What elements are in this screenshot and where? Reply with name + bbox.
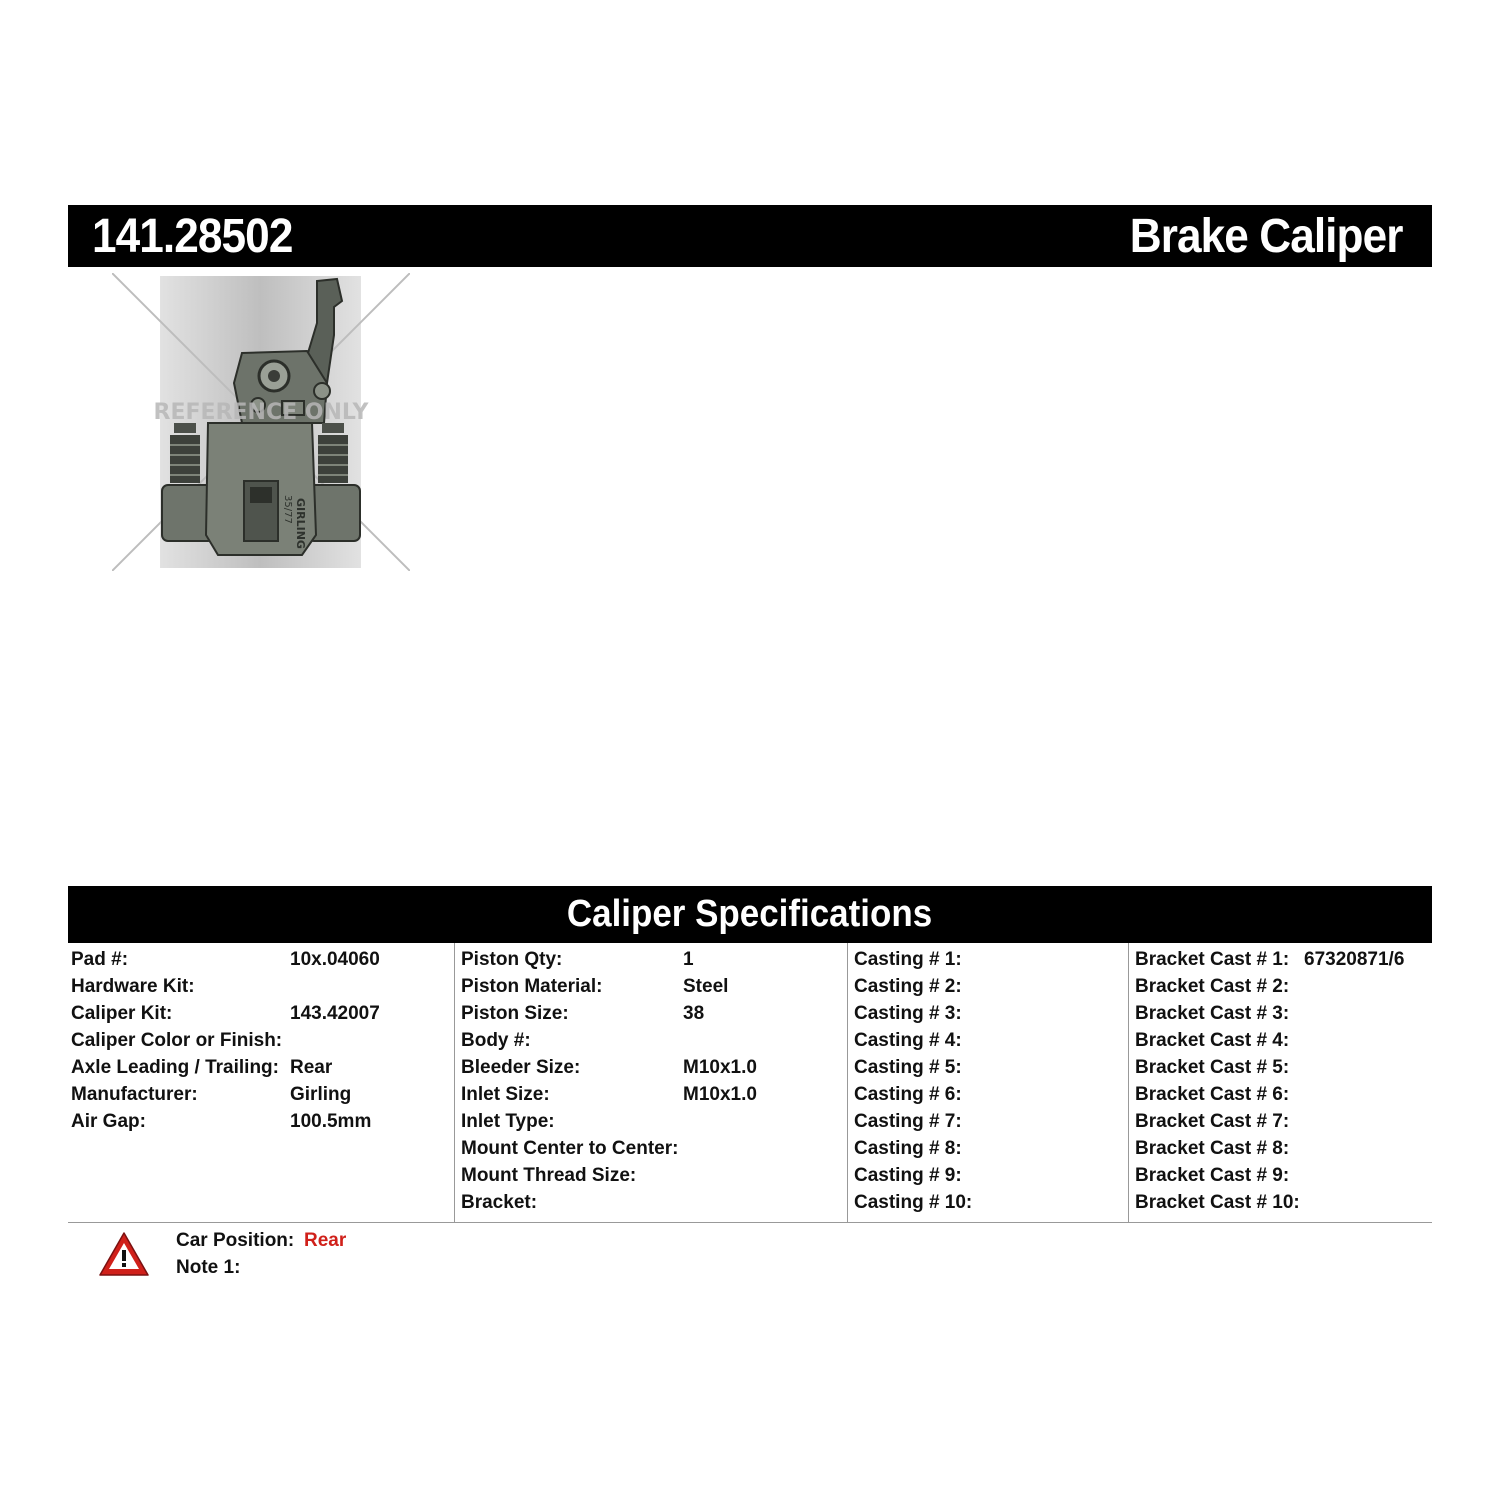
spec-row-casting-4 [854, 1027, 1124, 1054]
warning-icon [98, 1230, 150, 1278]
spec-label: Hardware Kit: [71, 976, 195, 997]
spec-label: Casting # 6: [854, 1084, 962, 1105]
spec-label: Bracket: [461, 1192, 538, 1213]
spec-column-piston [461, 946, 841, 1216]
spec-label: Bracket Cast # 7: [1135, 1111, 1290, 1132]
note-area [68, 1226, 1432, 1296]
spec-row-casting-7 [854, 1108, 1124, 1135]
spec-row-bracket-cast-5 [1135, 1054, 1425, 1081]
spec-label: Pad #: [71, 949, 129, 970]
note-1-label: Note 1: [176, 1257, 241, 1278]
spec-column-casting [854, 946, 1124, 1216]
spec-label: Piston Material: [461, 976, 603, 997]
spec-label: Axle Leading / Trailing: [71, 1057, 279, 1078]
spec-value: 10x.04060 [290, 949, 380, 970]
product-title: Brake Caliper [1129, 210, 1402, 263]
spec-row-bracket-cast-6 [1135, 1081, 1425, 1108]
note-1-row [176, 1254, 240, 1281]
spec-label: Bracket Cast # 3: [1135, 1003, 1290, 1024]
spec-row-bracket-cast-8 [1135, 1135, 1425, 1162]
spec-row-casting-5 [854, 1054, 1124, 1081]
spec-bar [68, 886, 1432, 943]
spec-row-axle [71, 1054, 451, 1081]
spec-label: Casting # 9: [854, 1165, 962, 1186]
part-number: 141.28502 [92, 210, 293, 263]
spec-label: Manufacturer: [71, 1084, 198, 1105]
spec-row-manufacturer [71, 1081, 451, 1108]
spec-row-piston-qty [461, 946, 841, 973]
spec-row-bracket-cast-9 [1135, 1162, 1425, 1189]
spec-row-pad [71, 946, 451, 973]
cast-text-number: 35/77 [282, 495, 293, 524]
spec-value: M10x1.0 [683, 1084, 757, 1105]
spec-row-inlet-size [461, 1081, 841, 1108]
spec-value: 1 [683, 949, 694, 970]
spec-value: 67320871/6 [1304, 949, 1405, 970]
spec-title: Caliper Specifications [567, 893, 933, 935]
spec-row-hardware-kit [71, 973, 451, 1000]
spec-label: Casting # 5: [854, 1057, 962, 1078]
spec-row-piston-material [461, 973, 841, 1000]
spec-value: M10x1.0 [683, 1057, 757, 1078]
spec-row-piston-size [461, 1000, 841, 1027]
spec-label: Caliper Color or Finish: [71, 1030, 283, 1051]
spec-row-casting-1 [854, 946, 1124, 973]
car-position-row [176, 1227, 347, 1254]
spec-label: Bracket Cast # 2: [1135, 976, 1290, 997]
spec-label: Bracket Cast # 1: [1135, 949, 1290, 970]
spec-label: Casting # 4: [854, 1030, 962, 1051]
spec-label: Piston Qty: [461, 949, 563, 970]
spec-column-general [71, 946, 451, 1135]
spec-row-bleeder-size [461, 1054, 841, 1081]
cast-text-girling: GIRLING [294, 498, 307, 549]
spec-value: Rear [290, 1057, 333, 1078]
spec-label: Mount Thread Size: [461, 1165, 637, 1186]
spec-label: Casting # 3: [854, 1003, 962, 1024]
spec-row-bracket-cast-2 [1135, 973, 1425, 1000]
product-photo [112, 273, 410, 571]
spec-row-casting-2 [854, 973, 1124, 1000]
car-position-value: Rear [304, 1230, 347, 1251]
spec-label: Casting # 1: [854, 949, 962, 970]
spec-label: Piston Size: [461, 1003, 569, 1024]
spec-label: Casting # 8: [854, 1138, 962, 1159]
spec-row-caliper-kit [71, 1000, 451, 1027]
spec-label: Bracket Cast # 4: [1135, 1030, 1290, 1051]
car-position-label: Car Position: [176, 1230, 295, 1251]
spec-label: Inlet Size: [461, 1084, 550, 1105]
spec-row-bracket-cast-4 [1135, 1027, 1425, 1054]
spec-value: 38 [683, 1003, 705, 1024]
spec-value: 143.42007 [290, 1003, 380, 1024]
spec-label: Bracket Cast # 9: [1135, 1165, 1290, 1186]
header-bar [68, 205, 1432, 267]
column-divider [847, 943, 848, 1222]
spec-row-casting-10 [854, 1189, 1124, 1216]
spec-column-bracket-cast [1135, 946, 1425, 1216]
spec-label: Casting # 7: [854, 1111, 962, 1132]
spec-value: Girling [290, 1084, 352, 1105]
watermark-text: REFERENCE ONLY [153, 400, 369, 425]
spec-row-bracket-cast-1 [1135, 946, 1425, 973]
spec-row-bracket-cast-3 [1135, 1000, 1425, 1027]
spec-row-body [461, 1027, 841, 1054]
spec-row-casting-9 [854, 1162, 1124, 1189]
spec-row-bracket [461, 1189, 841, 1216]
spec-label: Casting # 2: [854, 976, 962, 997]
column-divider [1128, 943, 1129, 1222]
spec-label: Inlet Type: [461, 1111, 555, 1132]
spec-label: Bracket Cast # 6: [1135, 1084, 1290, 1105]
spec-row-mount-thread [461, 1162, 841, 1189]
spec-label: Bracket Cast # 5: [1135, 1057, 1290, 1078]
spec-value: 100.5mm [290, 1111, 372, 1132]
spec-row-bracket-cast-7 [1135, 1108, 1425, 1135]
spec-row-bracket-cast-10 [1135, 1189, 1425, 1216]
spec-row-casting-3 [854, 1000, 1124, 1027]
spec-label: Air Gap: [71, 1111, 146, 1132]
spec-grid [68, 943, 1432, 1223]
spec-label: Body #: [461, 1030, 531, 1051]
spec-label: Bleeder Size: [461, 1057, 581, 1078]
spec-label: Bracket Cast # 8: [1135, 1138, 1290, 1159]
spec-label: Casting # 10: [854, 1192, 973, 1213]
spec-label: Bracket Cast # 10: [1135, 1192, 1300, 1213]
spec-value: Steel [683, 976, 729, 997]
brake-caliper-image [112, 273, 410, 571]
spec-row-casting-8 [854, 1135, 1124, 1162]
spec-label: Caliper Kit: [71, 1003, 173, 1024]
column-divider [454, 943, 455, 1222]
spec-row-color-finish [71, 1027, 451, 1054]
spec-row-inlet-type [461, 1108, 841, 1135]
spec-row-mount-center [461, 1135, 841, 1162]
spec-row-casting-6 [854, 1081, 1124, 1108]
spec-label: Mount Center to Center: [461, 1138, 679, 1159]
spec-row-air-gap [71, 1108, 451, 1135]
